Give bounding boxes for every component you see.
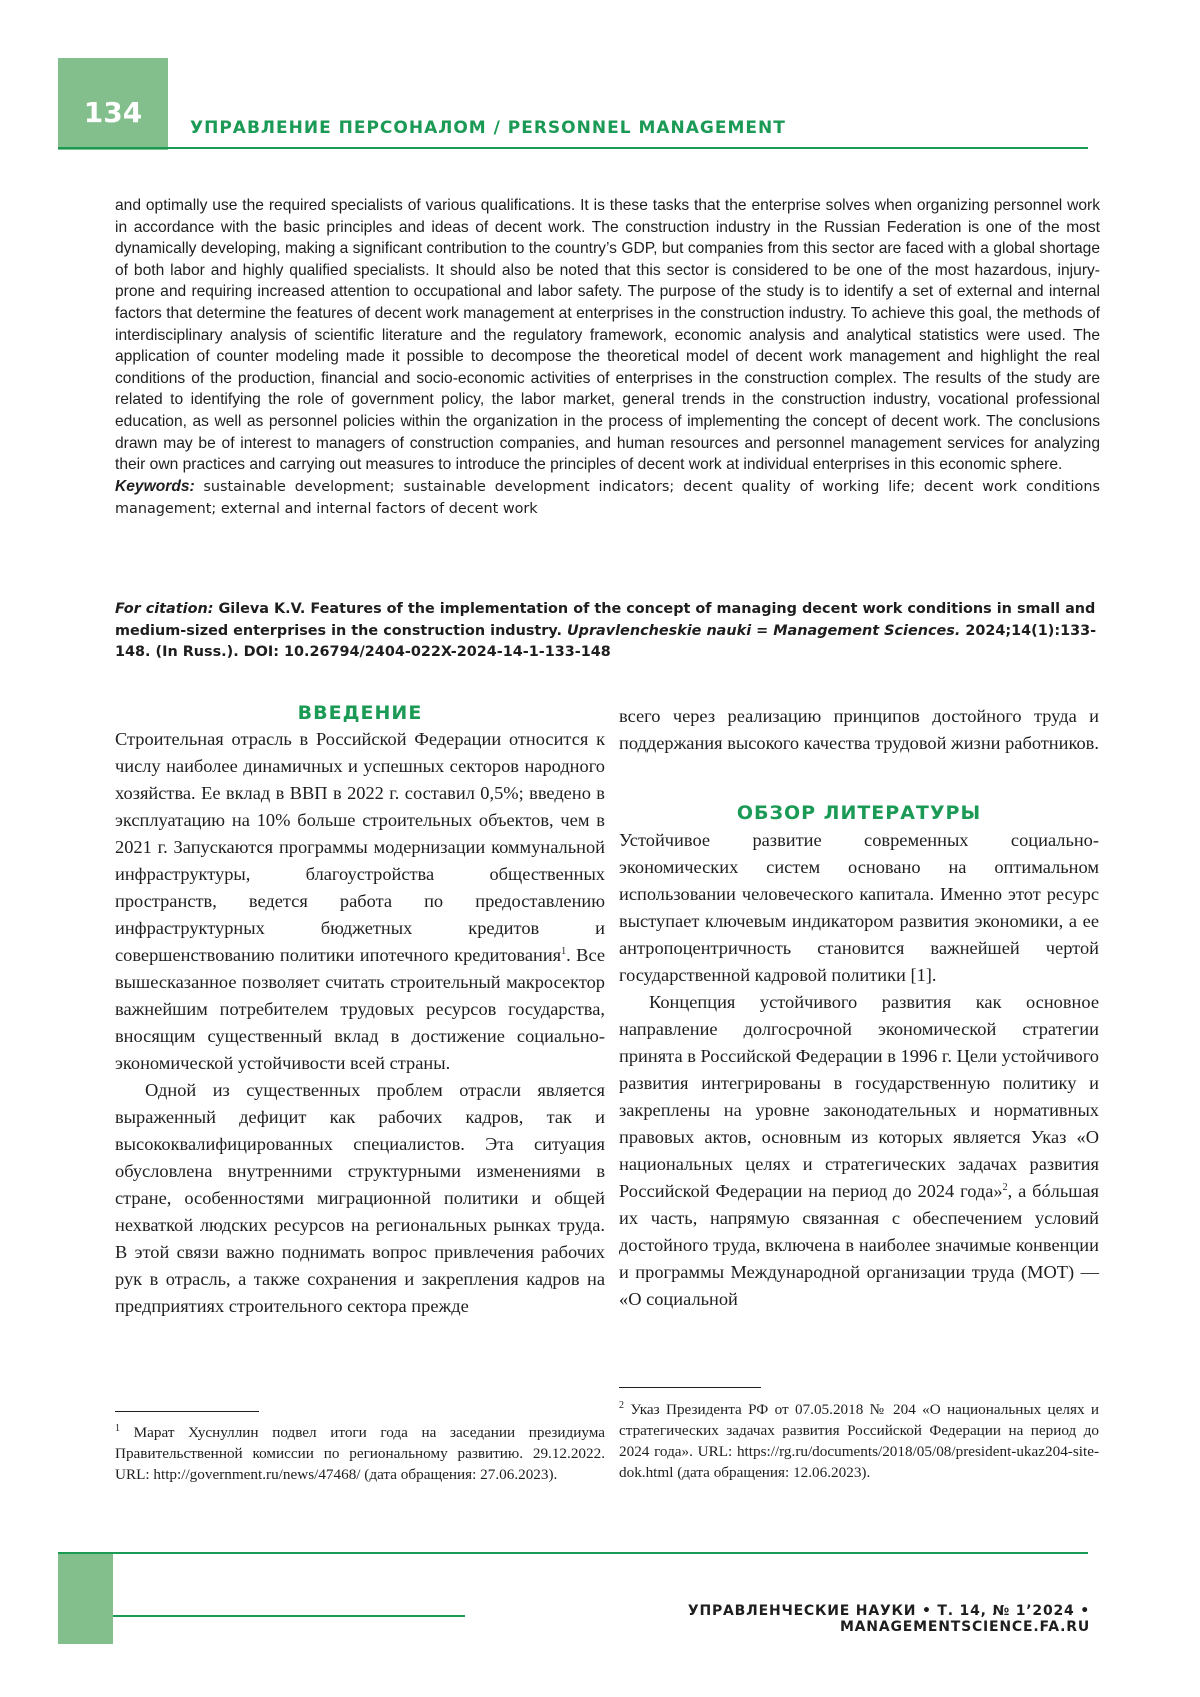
footnote-1-text: Марат Хуснуллин подвел итоги года на заседании президиума Правительственной комиссии по региональному развитию. 29.12.2022. URL: http://government.ru/news/47468/ (дата обращения: 27.06.2023).: [115, 1424, 606, 1483]
running-header-title: УПРАВЛЕНИЕ ПЕРСОНАЛОМ / PERSONNEL MANAGEMENT: [190, 118, 786, 138]
footer-rule-bottom: [113, 1615, 465, 1617]
keywords-label: Keywords:: [115, 477, 195, 495]
citation-block: [115, 599, 1100, 664]
citation-label: For citation:: [115, 601, 214, 617]
footnote-2: [619, 1399, 1099, 1483]
citation-journal: Upravlencheskie nauki = Management Sciences.: [566, 622, 961, 639]
footnote-separator-right: [619, 1387, 761, 1388]
right-column: [619, 827, 1099, 1313]
footnote-ref-1[interactable]: 1: [561, 945, 567, 957]
review-paragraph-2: Концепция устойчивого развития как основное направление долгосрочной экономической стратегии принята в Российской Федерации в 1996 г. Цели устойчивого развития интегрированы в государственную политику и закреплены на уровне законодательных и нормативных правовых актов, основным из которых является Указ «О национальных целях и стратегических задачах развития Российской Федерации на период до 2024 года»$^2$, а бóльшая их часть, напрямую связанная с обеспечением условий достойного труда, включена в наиболее значимые конвенции и программы Международной организации труда (МОТ) — «О социальной: [619, 992, 1099, 1309]
page-number: 134: [83, 96, 143, 129]
review-paragraph-1: Устойчивое развитие современных социально-экономических систем основано на оптимальном использовании человеческого капитала. Именно этот ресурс выступает ключевым индикатором развития экономики, а ее антропоцентричность становится важнейшей чертой государственной кадровой политики [1].: [619, 830, 1099, 985]
keywords-line: [115, 476, 1100, 521]
footnote-1-mark: 1: [115, 1422, 120, 1434]
abstract-text: and optimally use the required specialists of various qualifications. It is these tasks that the enterprise solves when organizing personnel work in accordance with the basic principles and ideas of decent work. The construction industry in the Russian Federation is one of the most dynamically developing, making a significant contribution to the country’s GDP, but companies from this sector are faced with a global shortage of both labor and highly qualified specialists. It should also be noted that this sector is considered to be one of the most hazardous, injury-prone and requiring increased attention to occupational and labor safety. The purpose of the study is to identify a set of external and internal factors that determine the features of decent work management at enterprises in the construction industry. To achieve this goal, the methods of interdisciplinary analysis of scientific literature and the regulatory framework, economic analysis and analytical statistics were used. The application of counter modeling made it possible to decompose the theoretical model of decent work management and highlight the real conditions of the production, financial and socio-economic activities of enterprises in the construction complex. The results of the study are related to identifying the role of government policy, the labor market, general trends in the construction industry, vocational professional education, as well as personnel policies within the organization in the process of implementing the concept of decent work. The conclusions drawn may be of interest to managers of construction companies, and human resources and personnel management services for analyzing their own practices and carrying out measures to introduce the principles of decent work at individual enterprises in this economic sphere.: [115, 197, 1100, 474]
intro-paragraph-3: всего через реализацию принципов достойного труда и поддержания высокого качества трудовой жизни работников.: [619, 706, 1099, 753]
footer-block: [58, 1552, 113, 1644]
footnote-2-mark: 2: [619, 1399, 624, 1411]
footer-journal-info: УПРАВЛЕНЧЕСКИЕ НАУКИ • Т. 14, № 1’2024 • MANAGEMENTSCIENCE.FA.RU: [687, 1603, 1090, 1635]
right-column-top: [619, 703, 1099, 757]
section-heading-introduction: ВВЕДЕНИЕ: [297, 702, 423, 724]
keywords-text: sustainable development; sustainable development indicators; decent quality of working life; decent work conditions management; external and internal factors of decent work: [115, 478, 1100, 518]
left-column: [115, 726, 605, 1320]
citation-authors-title: Gileva K.V. Features of the implementation of the concept of managing decent work conditions in small and medium-sized enterprises in the construction industry.: [115, 601, 1096, 639]
citation-details: 2024;14(1):133-148. (In Russ.). DOI: 10.26794/2404-022X-2024-14-1-133-148: [115, 622, 1097, 661]
header-rule: [58, 147, 1088, 149]
intro-paragraph-1: Строительная отрасль в Российской Федерации относится к числу наиболее динамичных и успешных секторов народного хозяйства. Ее вклад в ВВП в 2022 г. составил 0,5%; введено в эксплуатацию на 10% больше строительных объектов, чем в 2021 г. Запускаются программы модернизации коммунальной инфраструктуры, благоустройства общественных пространств, ведется работа по предоставлению инфраструктурных бюджетных кредитов и совершенствованию политики ипотечного кредитования$^1$. Все вышесказанное позволяет считать строительный макросектор важнейшим потребителем трудовых ресурсов государства, вносящим существенный вклад в достижение социально-экономической устойчивости всей страны.: [115, 729, 605, 1073]
footnote-separator-left: [115, 1411, 259, 1412]
intro-paragraph-2: Одной из существенных проблем отрасли является выраженный дефицит как рабочих кадров, так и высококвалифицированных специалистов. Эта ситуация обусловлена внутренними структурными изменениями в стране, особенностями миграционной политики и общей нехваткой людских ресурсов на региональных рынках труда. В этой связи важно поднимать вопрос привлечения рабочих рук в отрасль, а также сохранения и закрепления кадров на предприятиях строительного сектора прежде: [115, 1080, 605, 1316]
abstract-block: [115, 195, 1100, 521]
section-heading-literature-review: ОБЗОР ЛИТЕРАТУРЫ: [736, 802, 982, 824]
footnote-2-text: Указ Президента РФ от 07.05.2018 № 204 «О национальных целях и стратегических задачах развития Российской Федерации на период до 2024 года». URL: https://rg.ru/documents/2018/05/08/president-ukaz204-site-dok.html (дата обращения: 12.06.2023).: [619, 1401, 1100, 1481]
footnote-ref-2[interactable]: 2: [1002, 1181, 1008, 1193]
footnote-1: [115, 1422, 605, 1485]
footer-rule-top: [58, 1552, 1088, 1554]
